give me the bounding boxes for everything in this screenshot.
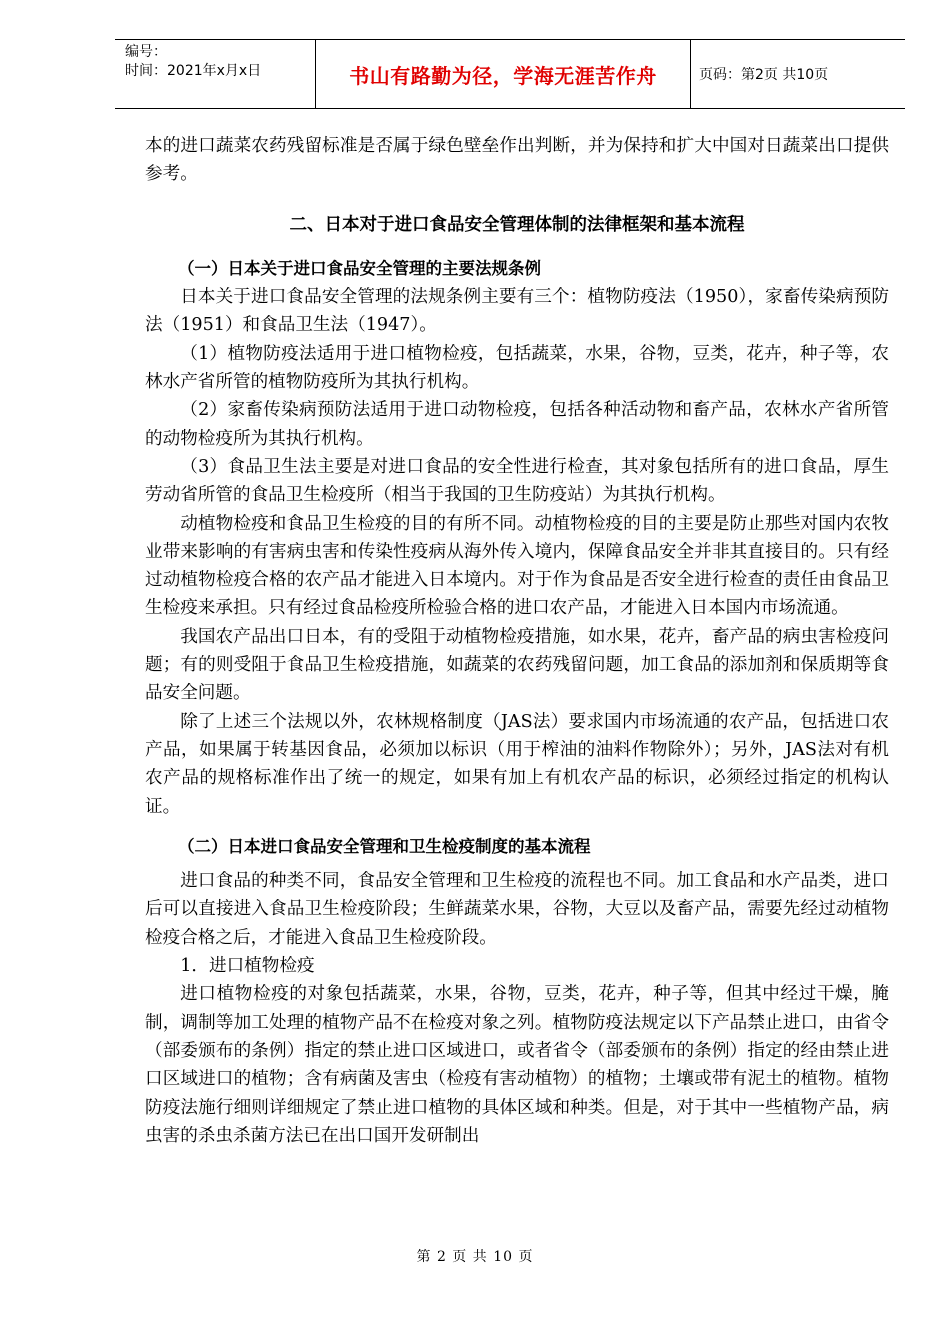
header-motto: 书山有路勤为径，学海无涯苦作舟 [315,40,691,108]
subsection-heading-1: （一）日本关于进口食品安全管理的主要法规条例 [178,258,541,278]
paragraph: 进口植物检疫的对象包括蔬菜，水果，谷物，豆类，花卉，种子等，但其中经过干燥，腌制，调制等加工处理的植物产品不在检疫对象之列。植物防疫法规定以下产品禁止进口，由省令（部委颁布的条例）指定的禁止进口区域进口，或者省令（部委颁布的条例）指定的经由禁止进口区域进口的植物；含有病菌及害虫（检疫有害动植物）的植物；土壤或带有泥土的植物。植物防疫法施行细则详细规定了禁止进口植物的具体区域和种类。但是，对于其中一些植物产品，病虫害的杀虫杀菌方法已在出口国开发研制出 [145,984,889,1146]
item-heading: 1．进口植物检疫 [180,956,315,977]
paragraph: 我国农产品出口日本，有的受阻于动植物检疫措施，如水果，花卉，畜产品的病虫害检疫问题；有的则受阻于食品卫生检疫措施，如蔬菜的农药残留问题，加工食品的添加剂和保质期等食品安全问题。 [145,626,889,704]
document-time-label: 时间：2021年x月x日 [125,63,262,79]
document-body [145,132,889,1150]
header-info [115,40,315,108]
paragraph-continuation: 本的进口蔬菜农药残留标准是否属于绿色壁垒作出判断，并为保持和扩大中国对日蔬菜出口提供参考。 [145,136,889,185]
paragraph: （2）家畜传染病预防法适用于进口动物检疫，包括各种活动物和畜产品，农林水产省所管的动物检疫所为其执行机构。 [145,400,889,449]
paragraph: 日本关于进口食品安全管理的法规条例主要有三个：植物防疫法（1950），家畜传染病预防法（1951）和食品卫生法（1947）。 [145,287,889,336]
paragraph: 除了上述三个法规以外，农林规格制度（JAS法）要求国内市场流通的农产品，包括进口农产品，如果属于转基因食品，必须加以标识（用于榨油的油料作物除外）；另外，JAS法对有机农产品的规格标准作出了统一的规定，如果有加上有机农产品的标识，必须经过指定的机构认证。 [145,711,889,817]
section-heading: 二、日本对于进口食品安全管理体制的法律框架和基本流程 [289,214,745,235]
paragraph: 动植物检疫和食品卫生检疫的目的有所不同。动植物检疫的目的主要是防止那些对国内农牧业带来影响的有害病虫害和传染性疫病从海外传入境内，保障食品安全并非其直接目的。只有经过动植物检疫合格的农产品才能进入日本境内。对于作为食品是否安全进行检查的责任由食品卫生检疫来承担。只有经过食品检疫所检验合格的进口农产品，才能进入日本国内市场流通。 [145,513,889,619]
paragraph: （1）植物防疫法适用于进口植物检疫，包括蔬菜，水果，谷物，豆类，花卉，种子等，农林水产省所管的植物防疫所为其执行机构。 [145,343,889,393]
paragraph: （3）食品卫生法主要是对进口食品的安全性进行检查，其对象包括所有的进口食品，厚生劳动省所管的食品卫生检疫所（相当于我国的卫生防疫站）为其执行机构。 [145,456,889,506]
page-footer: 第 2 页 共 10 页 [416,1249,534,1265]
document-number-label: 编号： [125,44,167,60]
paragraph: 进口食品的种类不同，食品安全管理和卫生检疫的流程也不同。加工食品和水产品类，进口后可以直接进入食品卫生检疫阶段；生鲜蔬菜水果，谷物，大豆以及畜产品，需要先经过动植物检疫合格之后，才能进入食品卫生检疫阶段。 [145,871,889,948]
page-header [115,39,905,109]
subsection-heading-2: （二）日本进口食品安全管理和卫生检疫制度的基本流程 [178,836,591,856]
header-page-number: 页码：第2页 共10页 [699,67,829,83]
